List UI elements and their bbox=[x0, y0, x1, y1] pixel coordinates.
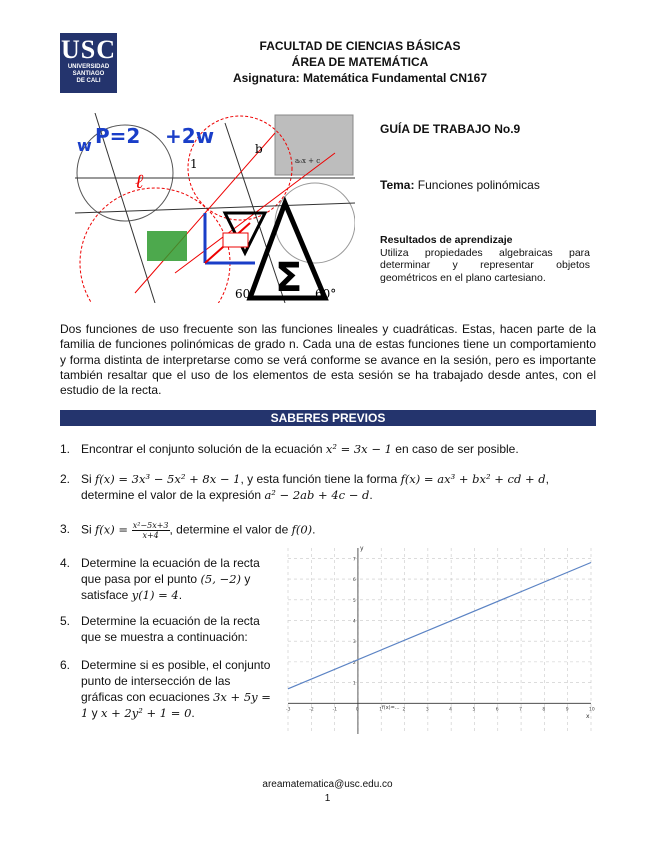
x-tick-label: 7 bbox=[519, 707, 522, 713]
svg-text:1: 1 bbox=[190, 157, 198, 171]
expression: f(0) bbox=[291, 522, 313, 537]
x-tick-label: 3 bbox=[425, 707, 429, 713]
collage-w: w bbox=[77, 136, 92, 155]
collage-formula: P=2 bbox=[95, 124, 141, 148]
question-text: Encontrar el conjunto solución de la ecuación bbox=[81, 442, 326, 456]
question-text: , y esta función tiene la forma bbox=[240, 472, 401, 486]
line-graph bbox=[286, 544, 596, 744]
footer-email[interactable]: areamatematica@usc.edu.co bbox=[262, 779, 393, 790]
question-text: Determine si es posible, el conjunto bbox=[81, 658, 271, 672]
x-tick-label: 5 bbox=[472, 707, 476, 713]
collage-formula2: +2w bbox=[165, 124, 215, 148]
question-number: 5. bbox=[60, 614, 71, 628]
question-text: que se muestra a continuación: bbox=[81, 630, 248, 644]
x-tick-label: -2 bbox=[309, 707, 314, 713]
equation: 3x + 5y = bbox=[213, 690, 271, 704]
y-tick-label: 4 bbox=[352, 619, 356, 625]
question-text: punto de intersección de las bbox=[81, 674, 231, 688]
page-footer bbox=[0, 778, 655, 806]
y-tick-label: 3 bbox=[352, 640, 356, 646]
condition: y(1) = 4 bbox=[131, 588, 179, 602]
logo-line2: SANTIAGO bbox=[72, 71, 105, 77]
question-text: Determine la ecuación de la recta bbox=[81, 556, 260, 570]
logo-line3: DE CALI bbox=[76, 78, 101, 84]
question-6 bbox=[60, 657, 286, 721]
logo-title: USC bbox=[60, 35, 116, 64]
topic-line bbox=[380, 178, 540, 192]
question-number: 2. bbox=[60, 472, 71, 486]
expression: a² − 2ab + 4c − d bbox=[264, 488, 370, 502]
x-tick-label: -3 bbox=[286, 707, 291, 713]
question-text: satisface bbox=[81, 588, 132, 602]
svg-text:60°: 60° bbox=[315, 287, 337, 301]
y-tick-label: 6 bbox=[352, 578, 356, 584]
question-text: . bbox=[178, 588, 183, 602]
graph-annotation: f(x)=... bbox=[382, 705, 400, 711]
svg-text:60°: 60° bbox=[235, 287, 257, 301]
question-text: y bbox=[88, 706, 101, 720]
x-tick-label: -1 bbox=[332, 707, 338, 713]
learning-outcomes-heading: Resultados de aprendizaje bbox=[380, 234, 513, 246]
usc-logo bbox=[60, 33, 117, 93]
y-tick-label: 2 bbox=[352, 660, 356, 666]
x-tick-label: 2 bbox=[402, 707, 406, 713]
x-tick-label: 4 bbox=[449, 707, 453, 713]
question-text: Si bbox=[81, 472, 96, 486]
fraction-numerator: x²−5x+3 bbox=[132, 521, 169, 530]
question-text: Si bbox=[81, 522, 96, 537]
question-4 bbox=[60, 555, 286, 603]
y-axis-label: y bbox=[360, 545, 364, 552]
math-collage-image bbox=[75, 113, 355, 303]
page-number: 1 bbox=[324, 793, 331, 804]
guide-title: GUÍA DE TRABAJO No.9 bbox=[380, 122, 521, 136]
question-2 bbox=[60, 471, 596, 505]
question-5 bbox=[60, 613, 286, 645]
area-title: ÁREA DE MATEMÁTICA bbox=[291, 55, 429, 69]
fraction-denominator: x+4 bbox=[142, 531, 159, 540]
y-tick-label: 5 bbox=[352, 598, 356, 604]
equation: x + 2y² + 1 = 0 bbox=[101, 706, 192, 720]
question-number: 4. bbox=[60, 556, 71, 570]
intro-paragraph: Dos funciones de uso frecuente son las funciones lineales y cuadráticas. Estas, hacen parte de la familia de funciones polinómicas de grado n. Cada una de estas funciones tiene un comportamiento y forma distinta de interpretarse como se verá conforme se avance en la sesión, pero es importante también resaltar que el uso de los elementos de esta sesión se ha trabajado desde antes, con el estudio de la recta. bbox=[60, 322, 596, 398]
x-tick-label: 1 bbox=[379, 707, 383, 713]
subject-title: Asignatura: Matemática Fundamental CN167 bbox=[232, 71, 488, 85]
question-text: . bbox=[312, 522, 316, 537]
question-text: y bbox=[241, 572, 251, 586]
y-tick-label: 7 bbox=[352, 557, 356, 563]
question-text: determine el valor de la expresión bbox=[81, 488, 265, 502]
question-text: gráficas con ecuaciones bbox=[81, 690, 214, 704]
x-axis-label: x bbox=[586, 713, 590, 720]
x-tick-label: 6 bbox=[495, 707, 499, 713]
topic-value: Funciones polinómicas bbox=[417, 178, 540, 192]
question-text: en caso de ser posible. bbox=[391, 442, 519, 456]
x-tick-label: 8 bbox=[542, 707, 546, 713]
page-header bbox=[130, 38, 590, 86]
question-text: . bbox=[369, 488, 373, 502]
question-text: . bbox=[191, 706, 195, 720]
faculty-title: FACULTAD DE CIENCIAS BÁSICAS bbox=[259, 39, 461, 53]
learning-outcomes-text: Utiliza propiedades algebraicas para determinar y representar objetos geométricos en el plano cartesiano. bbox=[380, 246, 590, 284]
question-text: Determine la ecuación de la recta bbox=[81, 614, 260, 628]
svg-text:Σ: Σ bbox=[275, 255, 303, 301]
question-number: 1. bbox=[60, 442, 71, 456]
y-tick-label: 1 bbox=[352, 681, 356, 687]
logo-line1: UNIVERSIDAD bbox=[67, 64, 110, 70]
function-definition: f(x) = 3x³ − 5x² + 8x − 1 bbox=[95, 472, 241, 486]
svg-text:b: b bbox=[255, 142, 263, 156]
collage-eq: a₀x + c bbox=[295, 157, 321, 165]
fraction bbox=[132, 521, 170, 540]
question-number: 3. bbox=[60, 522, 71, 536]
equation: 1 bbox=[81, 706, 89, 720]
function-form: f(x) = ax³ + bx² + cd + d bbox=[400, 472, 546, 486]
equation: x² = 3x − 1 bbox=[325, 442, 392, 456]
question-text: , determine el valor de bbox=[169, 522, 292, 537]
collage-l: ℓ bbox=[135, 169, 144, 193]
x-tick-label: 9 bbox=[565, 707, 569, 713]
section-banner: SABERES PREVIOS bbox=[60, 410, 596, 426]
x-tick-label: 0 bbox=[355, 707, 359, 713]
topic-label: Tema: bbox=[380, 178, 415, 192]
learning-outcomes bbox=[380, 234, 590, 284]
x-tick-label: 10 bbox=[589, 707, 595, 713]
question-text: , bbox=[545, 472, 549, 486]
function-definition: f(x) = bbox=[95, 522, 132, 537]
question-text: que pasa por el punto bbox=[81, 572, 201, 586]
point: (5, −2) bbox=[200, 572, 241, 586]
question-number: 6. bbox=[60, 658, 71, 672]
